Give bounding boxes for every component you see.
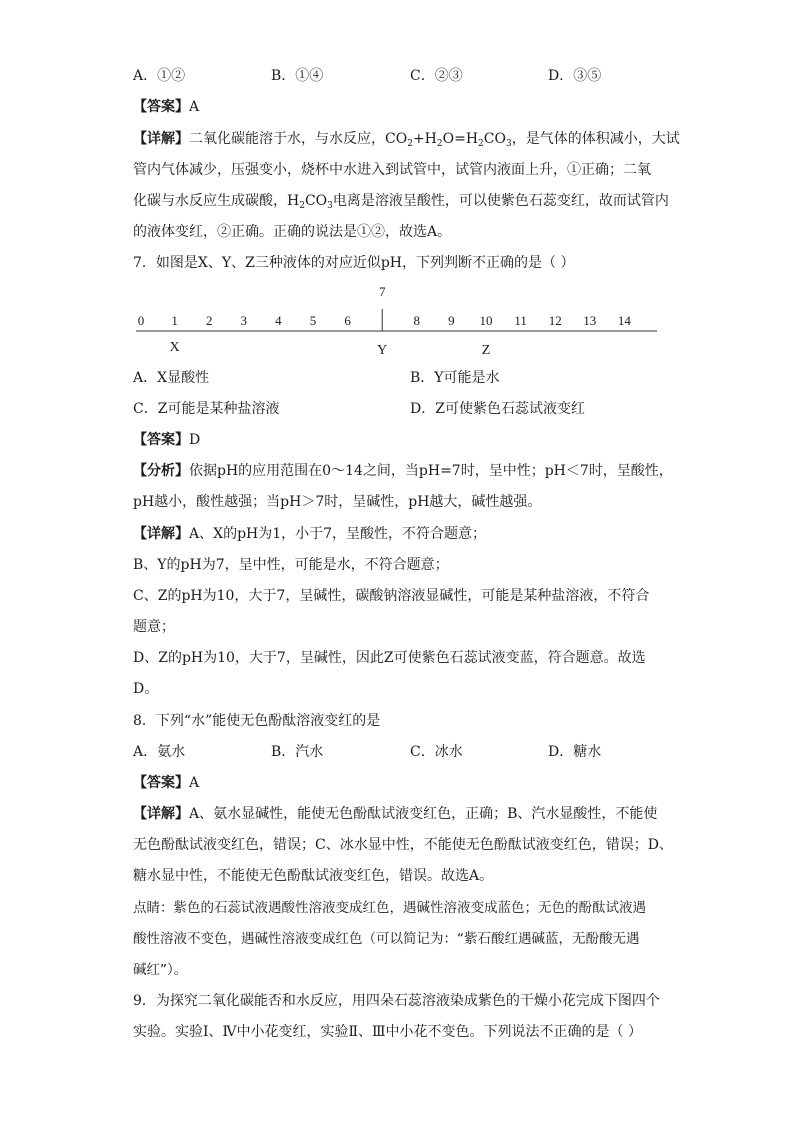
subscript: 2 [299,201,305,211]
q8-answer [133,773,663,793]
q8-detail-line-3: 糖水显中性，不能使无色酚酞试液变红色，错误。故选A。 [133,868,494,884]
detail-tag: 【详解】 [133,131,189,147]
ph-tick-label: 11 [514,313,527,328]
ph-tick-label: 10 [479,313,493,328]
q8-option-c: C．冰水 [410,744,463,760]
q7-detail-line-2: B、Y的pH为7，呈中性，可能是水，不符合题意； [133,557,449,573]
q7-detail-line-1 [133,524,663,544]
text: 电离是溶液呈酸性，可以使紫色石蕊变红，故而试管内 [332,193,669,209]
answer-value: A [189,99,200,115]
q7-option-b: B．Y可能是水 [410,370,500,386]
text: O=H [442,131,479,147]
q7-detail-line-5: D、Z的pH为10，大于7，呈碱性，因此Z可使紫色石蕊试液变蓝，符合题意。故选 [133,650,646,666]
q9-stem-line-1: 9．为探究二氧化碳能否和水反应，用四朵石蕊溶液染成紫色的干燥小花完成下图四个 [133,993,660,1009]
text: ，是气体的体积减小，大试 [511,131,680,147]
answer-value: A [189,775,200,791]
q7-analysis-line-1 [133,461,673,481]
q8-option-a: A．氨水 [133,744,186,760]
answer-value: D [189,432,201,448]
ph-tick-label: 4 [275,313,282,328]
subscript: 3 [327,201,333,211]
answer-tag: 【答案】 [133,775,189,791]
q8-detail-line-2: 无色酚酞试液变红色，错误；C、冰水显中性，不能使无色酚酞试液变红色，错误；D、 [133,837,673,853]
q8-detail-line-1 [133,804,663,824]
text: A、氨水显碱性，能使无色酚酞试液变红色，正确；B、汽水显酸性，不能使 [189,806,658,822]
q6-detail-line-1 [133,129,680,149]
q6-option-d: D．③⑤ [548,68,602,84]
q7-stem: 7．如图是X、Y、Z三种液体的对应近似pH，下列判断不正确的是（ ） [133,255,575,271]
ph-tick-label: 8 [413,313,421,328]
ph-tick-label: 9 [448,313,455,328]
ph-tick-label: 5 [309,313,317,328]
ph-tick-label: 14 [617,313,631,328]
q8-note-line-1: 点睛：紫色的石蕊试液遇酸性溶液变成红色，遇碱性溶液变成蓝色；无色的酚酞试液遇 [133,900,646,916]
text: A、X的pH为1，小于7，呈酸性，不符合题意； [189,526,487,542]
q6-detail-line-2: 管内气体减少，压强变小，烧杯中水进入到试管中，试管内液面上升，①正确；二氧 [133,162,651,178]
ph-number-line [130,280,670,360]
ph-tick-label: 3 [240,313,248,328]
q9-stem-line-2: 实验。实验Ⅰ、Ⅳ中小花变红，实验Ⅱ、Ⅲ中小花不变色。下列说法不正确的是（ ） [133,1024,642,1040]
q7-detail-line-6: D。 [133,681,159,697]
q6-detail-line-4: 的液体变红，②正确。正确的说法是①②，故选A。 [133,224,452,240]
ph-point-label-x: X [169,340,180,355]
q7-answer [133,430,663,450]
q8-note-line-3: 碱红”）。 [133,962,188,978]
subscript: 3 [505,139,512,149]
q7-option-d: D．Z可使紫色石蕊试液变红 [410,401,585,417]
q8-note-line-2: 酸性溶液不变色，遇碱性溶液变成红色（可以简记为：“紫石酸红遇碱蓝，无酚酸无遇 [133,931,640,947]
q7-detail-line-3: C、Z的pH为10，大于7，呈碱性，碳酸钠溶液显碱性，可能是某种盐溶液，不符合 [133,588,650,604]
q8-stem: 8．下列“水”能使无色酚酞溶液变红的是 [133,713,381,729]
text: +H [412,131,437,147]
text: 化碳与水反应生成碳酸，H [133,193,300,209]
text: CO [304,193,328,209]
ph-tick-label: 13 [583,313,597,328]
subscript: 2 [436,139,443,149]
q7-detail-line-4: 题意； [133,619,175,635]
q6-option-b: B．①④ [271,68,324,84]
ph-tick-label: 1 [171,313,178,328]
ph-point-label-z: Z [481,343,491,358]
answer-tag: 【答案】 [133,432,189,448]
q7-option-c: C．Z可能是某种盐溶液 [133,401,280,417]
text: 依据pH的应用范围在0～14之间，当pH=7时，呈中性；pH＜7时，呈酸性， [189,463,673,479]
subscript: 2 [478,139,484,149]
detail-tag: 【详解】 [133,526,189,542]
q8-option-d: D．糖水 [548,744,602,760]
ph-tick-label: 0 [137,313,145,328]
q6-detail-line-3 [133,191,669,211]
subscript: 2 [407,139,413,149]
ph-tick-label: 12 [548,313,562,328]
q8-option-b: B．汽水 [271,744,324,760]
ph-point-label-y: Y [377,343,388,358]
text: CO [483,131,506,147]
q6-option-a: A．①② [133,68,186,84]
q7-option-a: A．X显酸性 [133,370,210,386]
detail-tag: 【详解】 [133,806,189,822]
answer-tag: 【答案】 [133,99,189,115]
ph-tick-label: 7 [378,284,386,299]
analysis-tag: 【分析】 [133,463,189,479]
q6-option-c: C．②③ [410,68,463,84]
q6-answer [133,97,663,117]
text: 二氧化碳能溶于水，与水反应，CO [189,131,408,147]
ph-tick-label: 2 [205,313,213,328]
q7-analysis-line-2: pH越小，酸性越强；当pH＞7时，呈碱性，pH越大，碱性越强。 [133,494,542,510]
ph-tick-label: 6 [344,313,351,328]
